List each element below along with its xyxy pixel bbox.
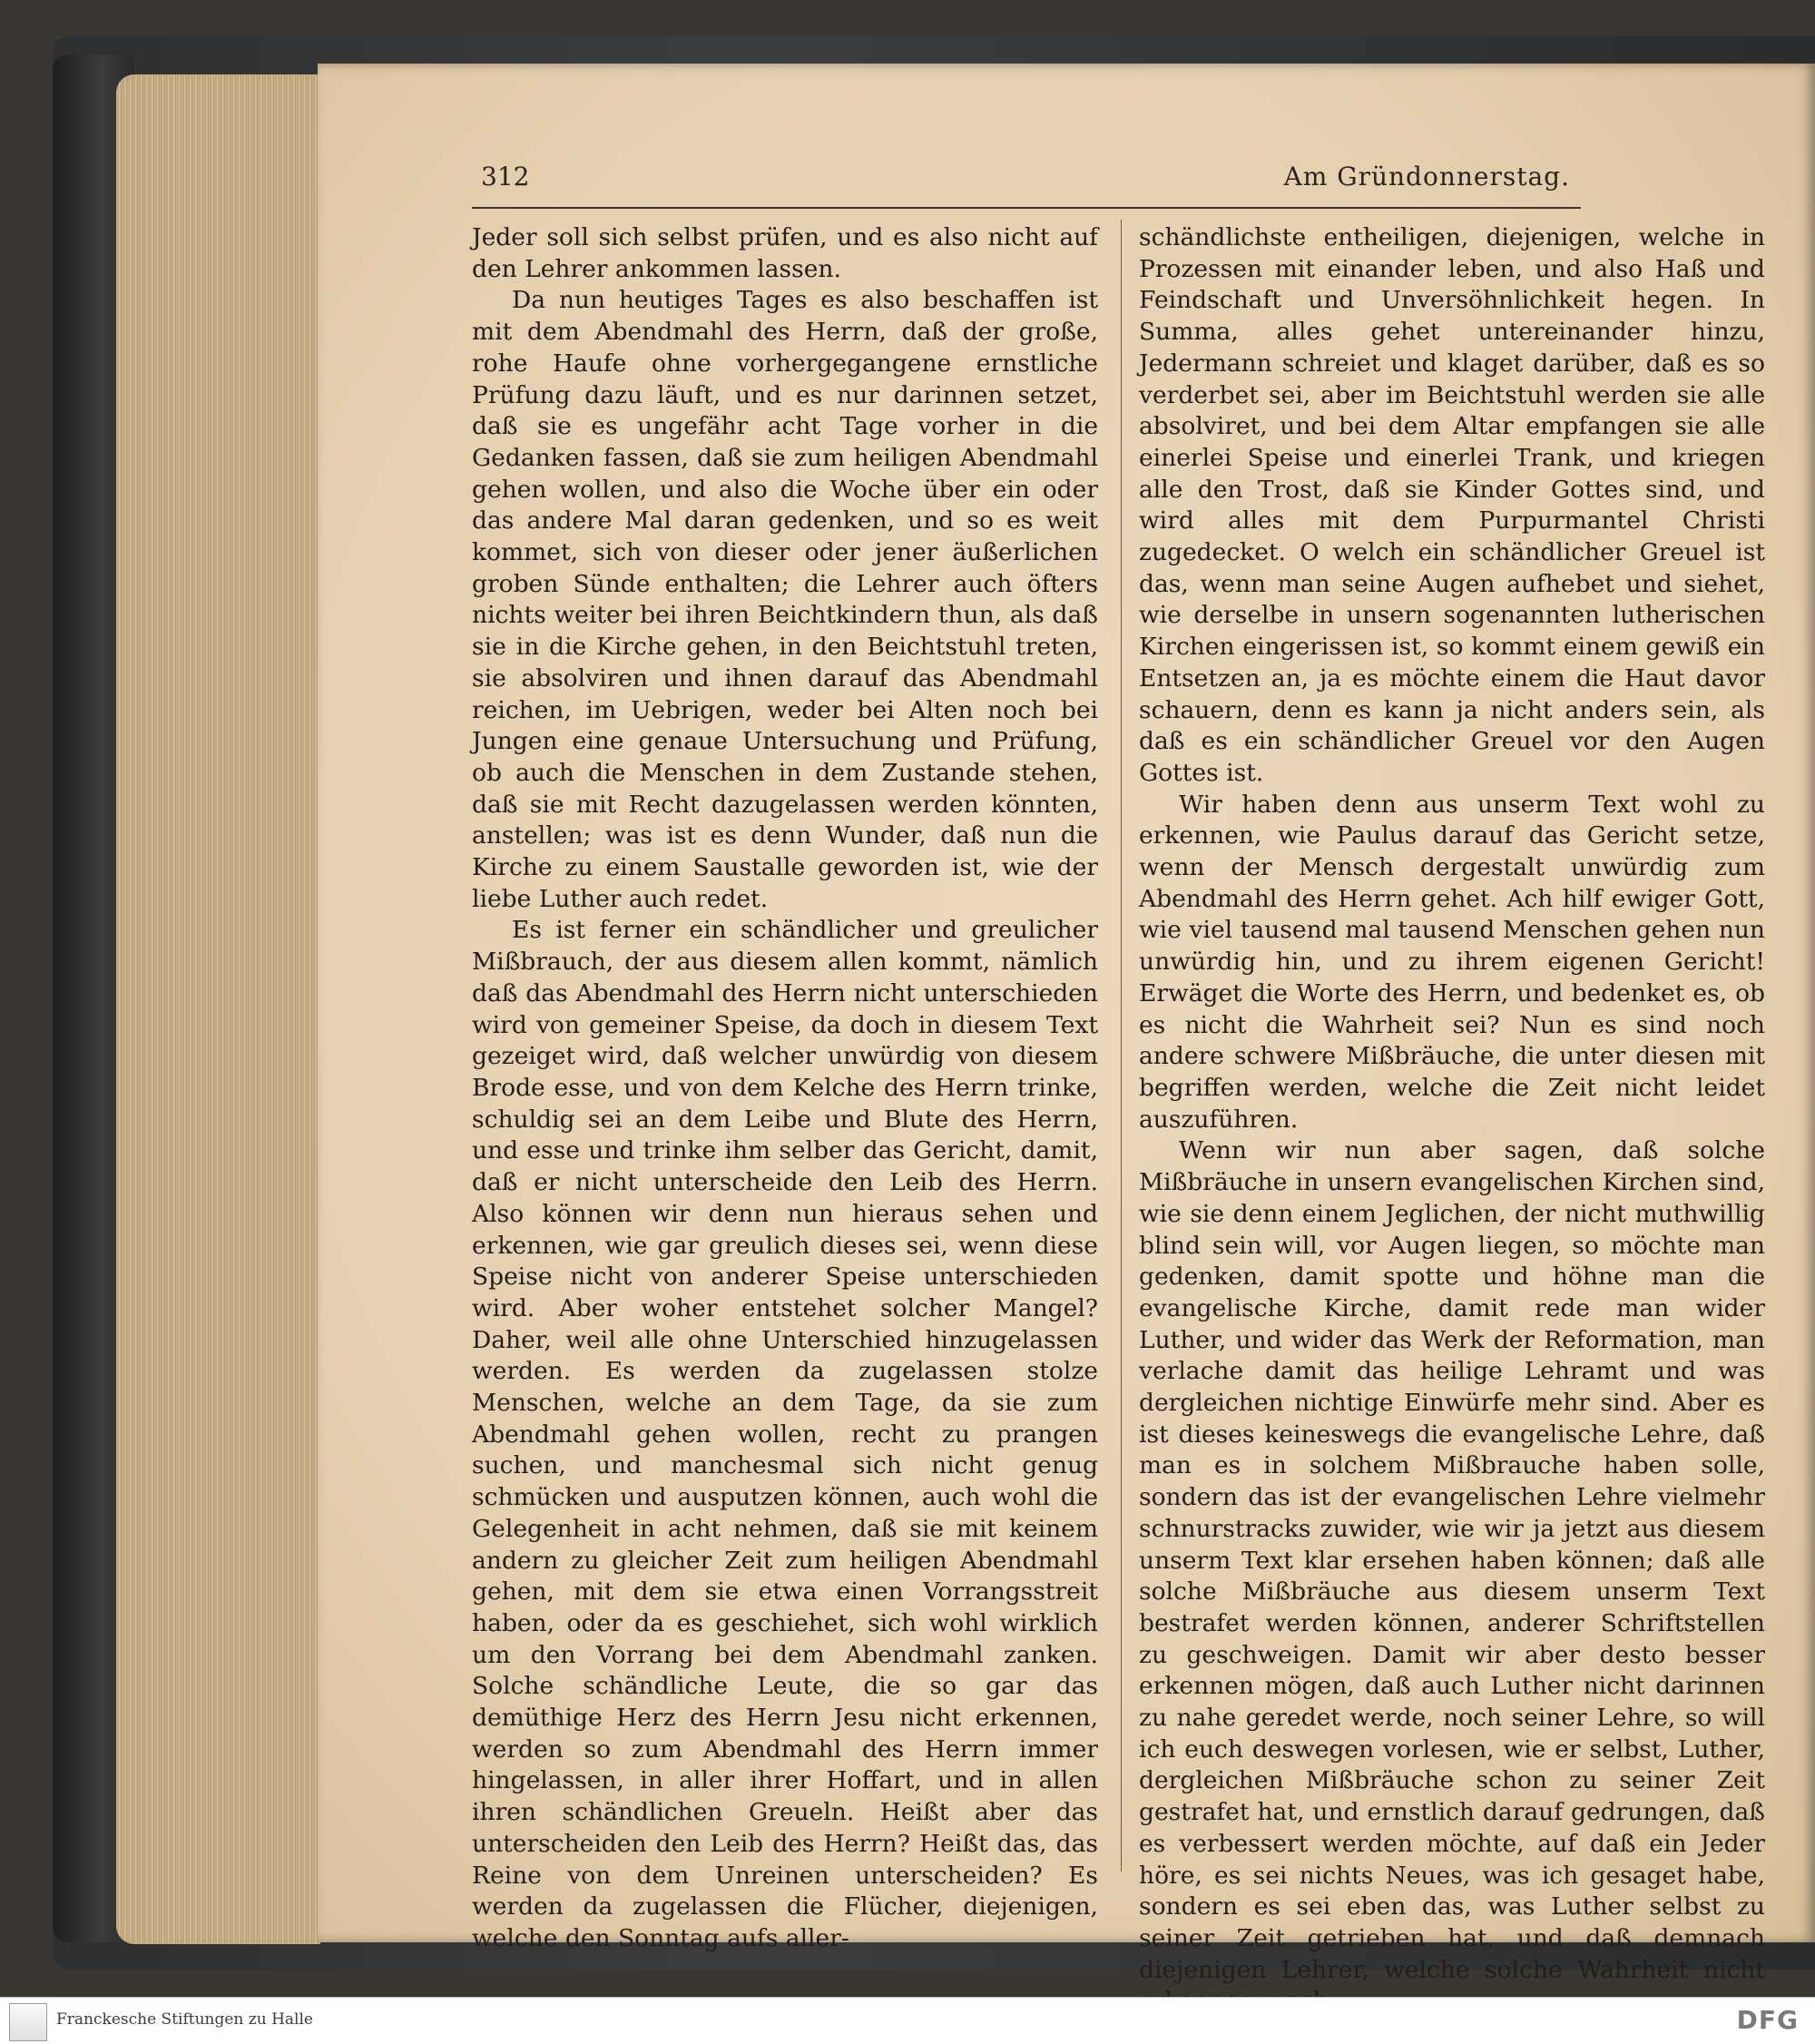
header-rule: [472, 207, 1581, 209]
paragraph: Wir haben denn aus unserm Text wohl zu erkennen, wie Paulus darauf das Gericht setze, wenn der Mensch dergestalt unwürdig zum Abendmahl des Herrn gehet. Ach hilf ewiger Gott, wie viel tausend mal tausend Menschen gehen nun unwürdig hin, und zu ihrem eigenen Gericht! Erwäget die Worte des Herrn, und bedenket es, ob es nicht die Wahrheit sei? Nun es sind noch andere schwere Mißbräuche, die unter diesen mit begriffen werden, welche die Zeit nicht leidet auszuführen.: [1139, 790, 1765, 1134]
institution-name[interactable]: Franckesche Stiftungen zu Halle: [56, 2010, 313, 2029]
page-header: [481, 152, 1570, 207]
left-column: [472, 222, 1098, 1955]
viewer-footer: [0, 1997, 1815, 2044]
column-rule: [1121, 220, 1122, 1872]
book-page: [318, 64, 1815, 1984]
institution-logo-icon[interactable]: [9, 2003, 47, 2041]
paragraph: Wenn wir nun aber sagen, daß solche Mißbräuche in unsern evangelischen Kirchen sind, wie sie denn einem Jeglichen, der nicht muthwillig blind sein will, vor Augen liegen, so möchte man gedenken, damit spotte und höhne man die evangelische Kirche, damit rede man wider Luther, und wider das Werk der Reformation, man verlache damit das heilige Lehramt und was dergleichen nichtige Einwürfe mehr sind. Aber es ist dieses keineswegs die evangelische Lehre, daß man es in solchem Mißbrauche haben solle, sondern das ist der evangelischen Lehre vielmehr schnurstracks zuwider, wie wir ja jetzt aus diesem unserm Text klar ersehen haben können; daß alle solche Mißbräuche aus diesem unserm Text bestrafet werden können, anderer Schriftstellen zu geschweigen. Damit wir aber desto besser erkennen mögen, daß auch Luther nicht darinnen zu nahe geredet werde, noch seiner Lehre, so will ich euch deswegen vorlesen, wie er selbst, Luther, dergleichen Mißbräuche schon zu seiner Zeit gestrafet hat, und ernstlich darauf gedrungen, daß es verbessert werden möchte, auf daß ein Jeder höre, es sei nichts Neues, was ich gesaget habe, sondern es sei eben das, was Luther selbst zu seiner Zeit getrieben hat, und daß demnach diejenigen Lehrer, welche solche Wahrheit nicht: [1139, 1136, 1765, 1984]
page-number: 312: [481, 162, 530, 192]
right-column: [1139, 222, 1765, 2018]
paragraph: Es ist ferner ein schändlicher und greulicher Mißbrauch, der aus diesem allen kommt, nämlich daß das Abendmahl des Herrn nicht unterschieden wird von gemeiner Speise, da doch in diesem Text gezeiget wird, daß welcher unwürdig von diesem Brode esse, und von dem Kelche des Herrn trinke, schuldig sei an dem Leibe und Blute des Herrn, und esse und trinke ihm selber das Gericht, damit, daß er nicht unterscheide den Leib des Herrn. Also können wir denn nun hieraus sehen und erkennen, wie gar greulich dieses sei, wenn diese Speise nicht von anderer Speise unterschieden wird. Aber woher entstehet solcher Mangel? Daher, weil alle ohne Unterschied hinzugelassen werden. Es werden da zugelassen stolze Menschen, welche an dem Tage, da sie zum Abendmahl gehen wollen, recht zu prangen suchen, und manchesmal sich nicht genug schmücken und ausputzen können, auch wohl die Gelegenheit in acht nehmen, daß sie mit keinem andern zu gleicher Zeit zum heiligen Abendmahl gehen, mit dem sie etwa einen Vorrangsstreit haben, oder da es geschiehet, sich wohl wirklich um den Vorrang bei dem Abendmahl zanken. Solche schändliche Leute, die so gar das demüthige Herz des Herrn Jesu nicht erkennen, werden so zum Abendmahl des Herrn immer hingelassen, in aller ihrer Hoffart, und in allen ihren schändlichen Greueln. Heißt aber das unterscheiden den Leib des Herrn? Heißt das, das Reine von dem Unreinen unterscheiden? Es werden da zugelassen die Flücher, diejenigen, welche den Sonntag aufs aller-: [472, 916, 1098, 1952]
page-edges: [116, 74, 320, 1944]
paragraph: Jeder soll sich selbst prüfen, und es also nicht auf den Lehrer ankommen lassen.: [472, 223, 1098, 283]
paragraph: schändlichste entheiligen, diejenigen, welche in Prozessen mit einander leben, und also Haß und Feindschaft und Unversöhnlichkeit hegen. In Summa, alles gehet untereinander hinzu, Jedermann schreiet und klaget darüber, daß es so verderbet sei, aber im Beichtstuhl werden sie alle absolviret, und bei dem Altar empfangen sie alle einerlei Speise und einerlei Trank, und kriegen alle den Trost, daß sie Kinder Gottes sind, und wird alles mit dem Purpurmantel Christi zugedecket. O welch ein schändlicher Greuel ist das, wenn man seine Augen aufhebet und siehet, wie derselbe in unsern sogenannten lutherischen Kirchen eingerissen ist, so kommt einem gewiß ein Entsetzen an, ja es möchte einem die Haut davor schauern, denn es kann ja nicht anders sein, als daß es ein schändlicher Greuel vor den Augen Gottes ist.: [1139, 223, 1765, 787]
paragraph: Da nun heutiges Tages es also beschaffen ist mit dem Abendmahl des Herrn, daß der große, rohe Haufe ohne vorhergegangene ernstliche Prüfung dazu läuft, und es nur darinnen setzet, daß sie es ungefähr acht Tage vorher in die Gedanken fassen, daß sie zum heiligen Abendmahl gehen wollen, und also die Woche über ein oder das andere Mal daran gedenken, und so es weit kommet, sich von dieser oder jener äußerlichen groben Sünde enthalten; die Lehrer auch öfters nichts weiter bei ihren Beichtkindern thun, als daß sie in die Kirche gehen, in den Beichtstuhl treten, sie absolviren und ihnen darauf das Abendmahl reichen, im Uebrigen, weder bei Alten noch bei Jungen eine genaue Untersuchung und Prüfung, ob auch die Menschen in dem Zustande stehen, daß sie mit Recht dazugelassen werden könnten, anstellen; was ist es denn Wunder, daß nun die Kirche zu einem Saustalle geworden ist, wie der liebe Luther auch redet.: [472, 286, 1098, 913]
running-title: Am Gründonnerstag.: [1283, 162, 1570, 192]
dfg-logo[interactable]: DFG: [1736, 2005, 1799, 2035]
